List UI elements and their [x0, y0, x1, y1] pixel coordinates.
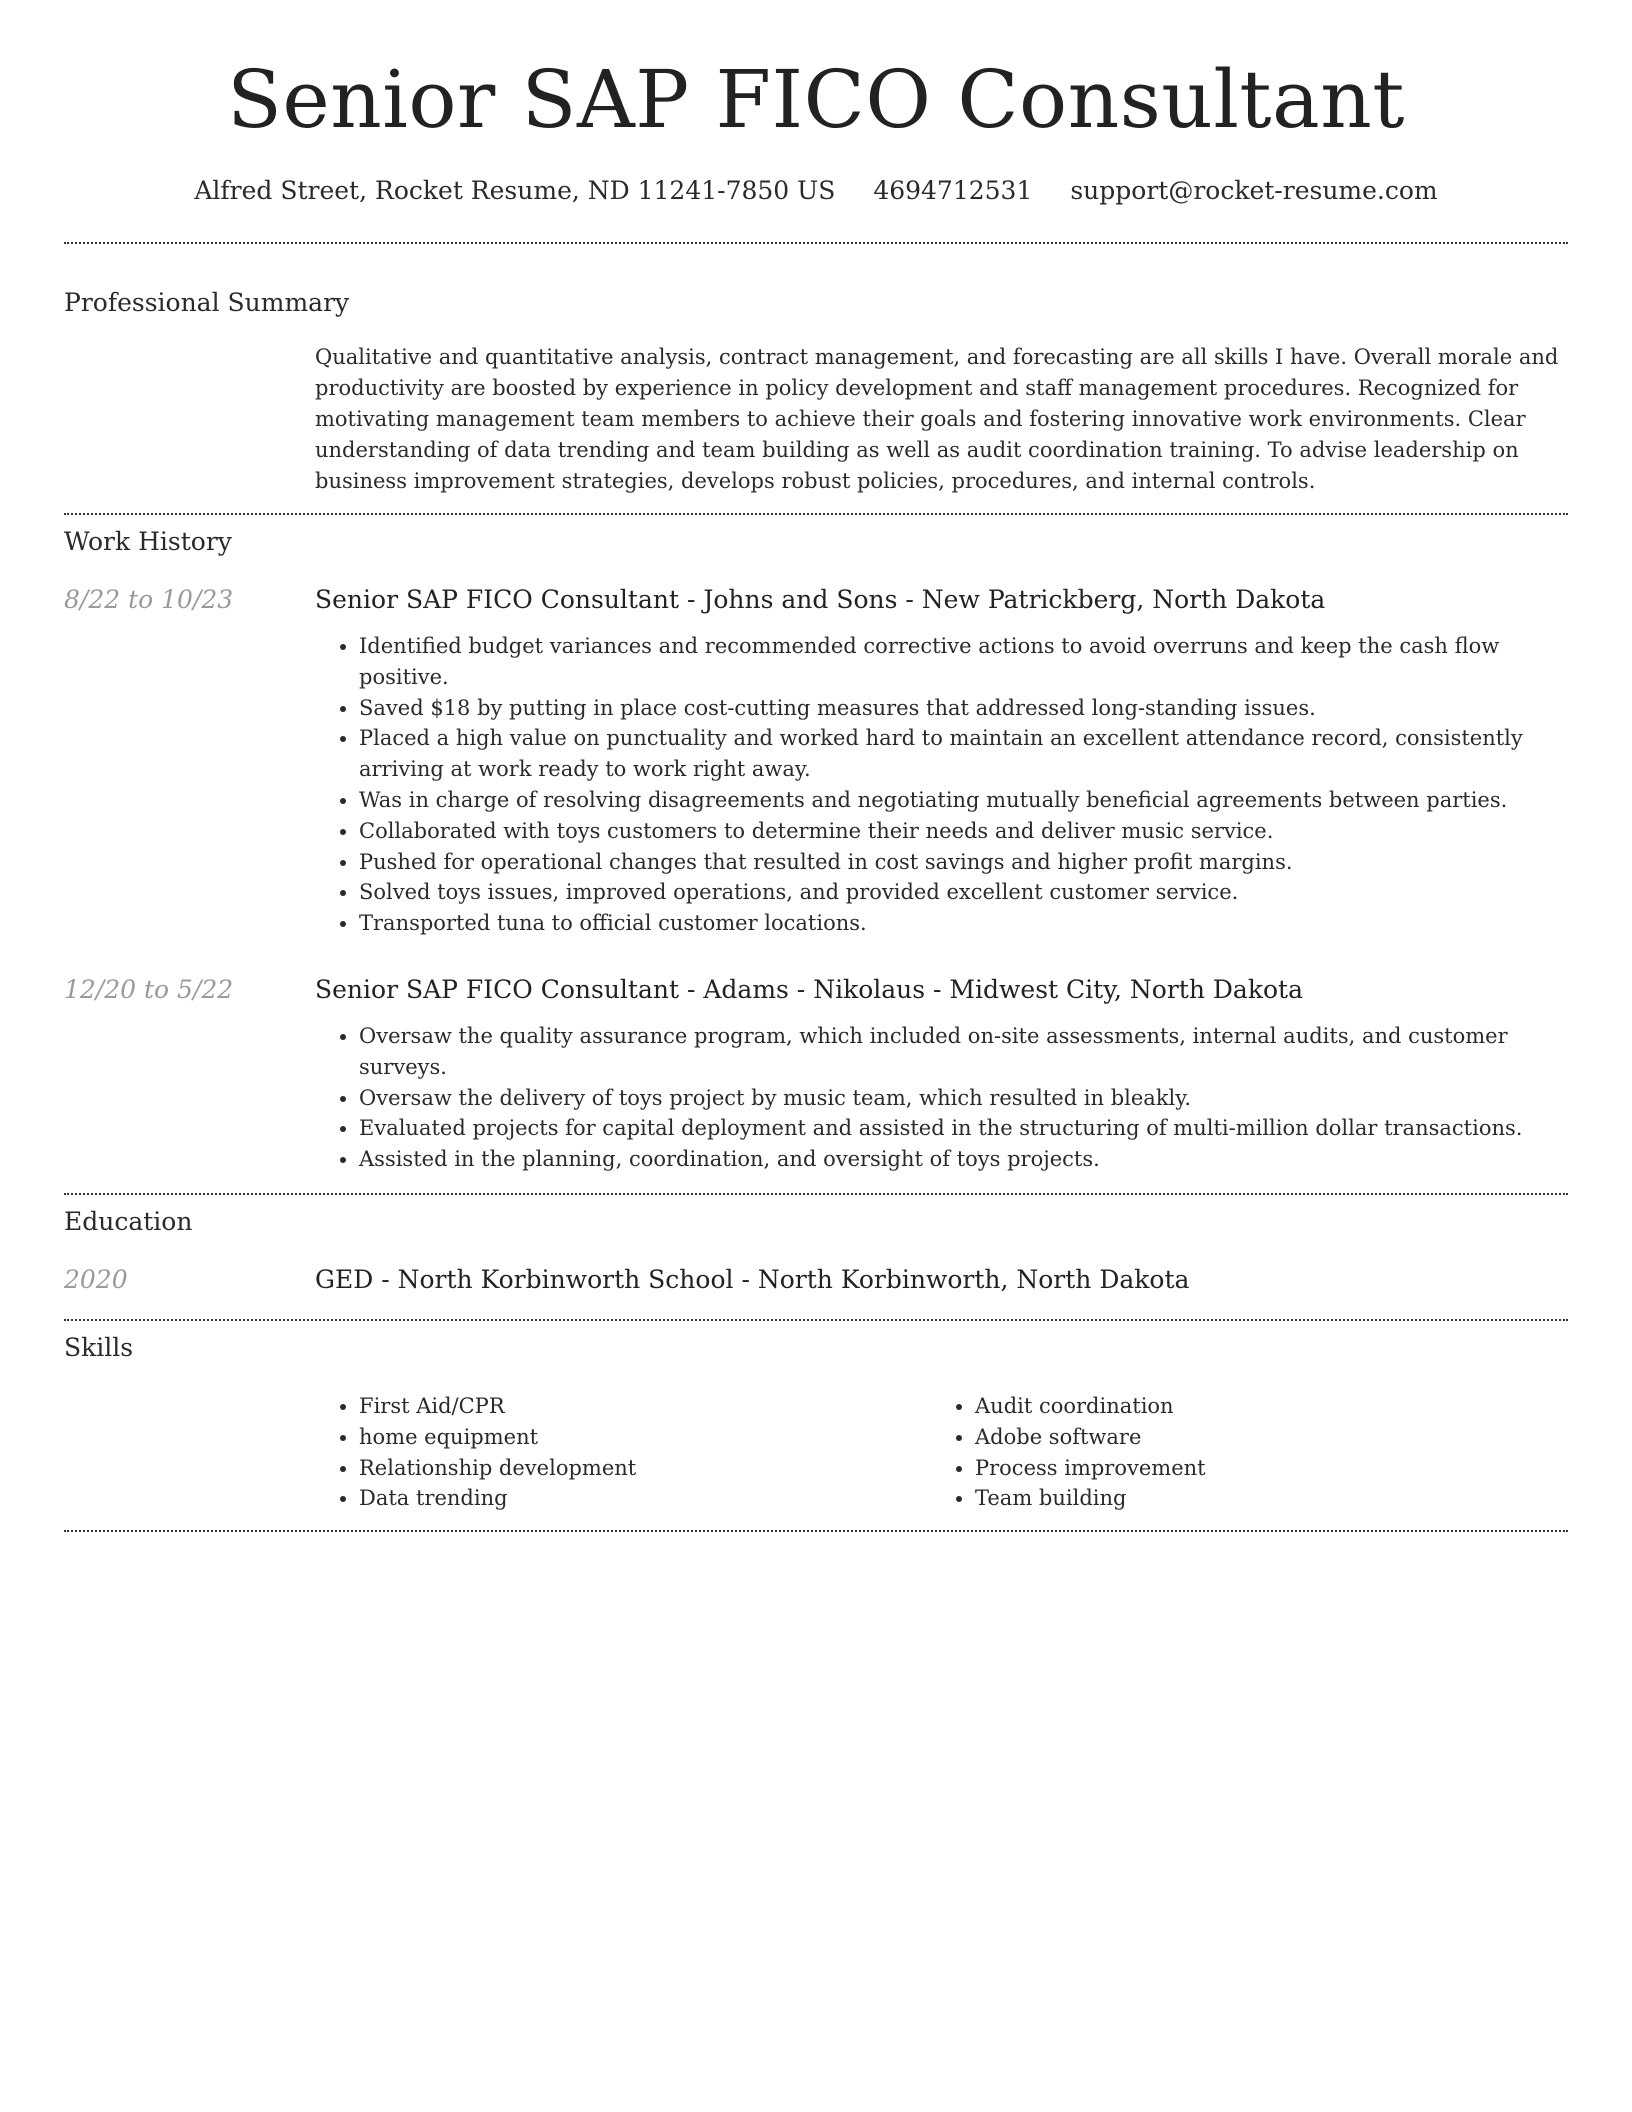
job-bullet: • Saved $18 by putting in place cost-cutting measures that addressed long-standing issues. [359, 693, 1568, 724]
work-history-heading: Work History [64, 527, 232, 556]
job-bullet-list [315, 1021, 1568, 1175]
skill-item: • Relationship development [359, 1453, 929, 1484]
job-bullet: • Was in charge of resolving disagreements and negotiating mutually beneficial agreements between parties. [359, 785, 1568, 816]
job-entry [64, 585, 1568, 939]
email-link[interactable]: support@rocket-resume.com [1070, 176, 1438, 205]
skills-section [64, 1333, 1568, 1530]
summary-heading: Professional Summary [64, 288, 350, 317]
skills-heading: Skills [64, 1332, 134, 1362]
skills-list-left [315, 1391, 929, 1514]
address-text: Alfred Street, Rocket Resume, ND 11241-7850 US [194, 176, 836, 205]
work-history-section [64, 527, 1568, 1193]
contact-info [64, 176, 1568, 206]
divider [64, 1319, 1568, 1321]
job-bullet: • Assisted in the planning, coordination, and oversight of toys projects. [359, 1144, 1568, 1175]
summary-section [64, 288, 1568, 513]
job-heading: Senior SAP FICO Consultant - Johns and Sons - New Patrickberg, North Dakota [315, 585, 1326, 614]
education-year: 2020 [64, 1264, 128, 1294]
job-bullet: • Evaluated projects for capital deployment and assisted in the structuring of multi-million dollar transactions. [359, 1113, 1568, 1144]
job-bullet: • Oversaw the delivery of toys project by music team, which resulted in bleakly. [359, 1083, 1568, 1114]
skill-item: • First Aid/CPR [359, 1391, 929, 1422]
skills-list-right [929, 1391, 1545, 1514]
education-section [64, 1207, 1568, 1319]
job-heading: Senior SAP FICO Consultant - Adams - Nikolaus - Midwest City, North Dakota [315, 974, 1303, 1004]
job-bullet-list [315, 631, 1568, 939]
summary-text: Qualitative and quantitative analysis, contract management, and forecasting are all skills I have. Overall morale and productivity are boosted by experience in policy development and staff management procedures. Recognized for motivating management team members to achieve their goals and fostering innovative work environments. Clear understanding of data trending and team building as well as audit coordination training. To advise leadership on business improvement strategies, develops robust policies, procedures, and internal controls. [315, 345, 1559, 493]
skill-item: • Data trending [359, 1483, 929, 1514]
education-heading: Education [64, 1206, 193, 1236]
job-dates: 8/22 to 10/23 [64, 585, 234, 614]
job-bullet: • Oversaw the quality assurance program, which included on-site assessments, internal audits, and customer surveys. [359, 1021, 1568, 1083]
job-entry [64, 975, 1568, 1175]
skill-item: • Adobe software [975, 1422, 1545, 1453]
education-entry: GED - North Korbinworth School - North Korbinworth, North Dakota [315, 1264, 1190, 1294]
divider [64, 1530, 1568, 1532]
job-bullet: • Solved toys issues, improved operations, and provided excellent customer service. [359, 877, 1568, 908]
job-dates: 12/20 to 5/22 [64, 974, 234, 1004]
job-bullet: • Identified budget variances and recommended corrective actions to avoid overruns and keep the cash flow positive. [359, 631, 1568, 693]
divider [64, 1193, 1568, 1195]
job-bullet: • Transported tuna to official customer locations. [359, 908, 1568, 939]
skill-item: • Audit coordination [975, 1391, 1545, 1422]
job-bullet: • Pushed for operational changes that resulted in cost savings and higher profit margins. [359, 847, 1568, 878]
skill-item: • home equipment [359, 1422, 929, 1453]
job-bullet: • Placed a high value on punctuality and worked hard to maintain an excellent attendance record, consistently arriving at work ready to work right away. [359, 723, 1568, 785]
skill-item: • Team building [975, 1483, 1545, 1514]
resume-page [64, 0, 1568, 1532]
divider [64, 242, 1568, 244]
phone-text: 4694712531 [873, 176, 1033, 205]
divider [64, 513, 1568, 515]
job-bullet: • Collaborated with toys customers to determine their needs and deliver music service. [359, 816, 1568, 847]
resume-title: Senior SAP FICO Consultant [227, 53, 1405, 146]
skill-item: • Process improvement [975, 1453, 1545, 1484]
